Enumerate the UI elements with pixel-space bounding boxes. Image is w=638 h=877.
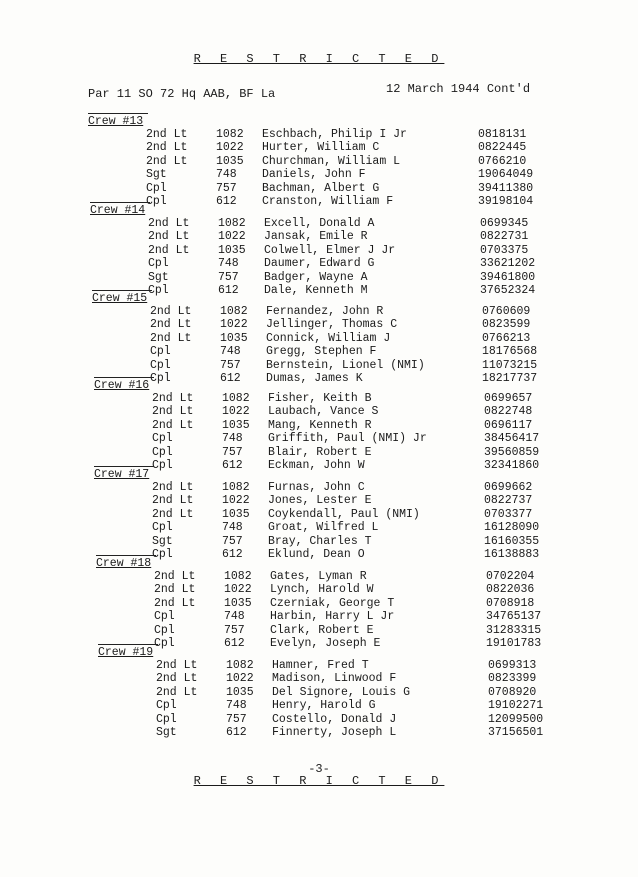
- crew-member-row: [94, 432, 574, 445]
- serial-number-cell: 39560859: [484, 445, 540, 459]
- crew-member-row: [88, 155, 568, 168]
- mos-code-cell: 612: [218, 283, 239, 297]
- member-name-cell: Eckman, John W: [268, 458, 365, 472]
- serial-number-cell: 0822731: [480, 230, 529, 244]
- rank-cell: 2nd Lt: [152, 481, 194, 494]
- crew-member-row: [92, 359, 572, 372]
- member-name-cell: Gregg, Stephen F: [266, 345, 377, 359]
- mos-code-cell: 1035: [218, 243, 246, 257]
- rank-cell: Cpl: [154, 636, 175, 650]
- mos-code-cell: 748: [220, 345, 241, 359]
- member-name-cell: Jansak, Emile R: [264, 230, 368, 244]
- serial-number-cell: 0703375: [480, 243, 529, 257]
- rank-cell: Cpl: [152, 521, 173, 535]
- rank-cell: Sgt: [148, 270, 169, 284]
- member-name-cell: Clark, Robert E: [270, 623, 374, 637]
- rank-cell: Sgt: [146, 168, 167, 182]
- mos-code-cell: 748: [224, 610, 245, 624]
- member-name-cell: Hurter, William C: [262, 141, 380, 155]
- member-name-cell: Dumas, James K: [266, 371, 363, 385]
- crew-member-row: [88, 182, 568, 195]
- serial-number-cell: 0760609: [482, 305, 531, 318]
- serial-number-cell: 39461800: [480, 270, 536, 284]
- serial-number-cell: 0822036: [486, 583, 535, 597]
- mos-code-cell: 1035: [216, 154, 244, 168]
- mos-code-cell: 757: [222, 534, 243, 548]
- serial-number-cell: 18176568: [482, 345, 538, 359]
- member-name-cell: Groat, Wilfred L: [268, 521, 379, 535]
- crew-member-row: [96, 597, 576, 610]
- serial-number-cell: 0766213: [482, 331, 531, 345]
- crew-member-row: [90, 271, 570, 284]
- serial-number-cell: 0699657: [484, 392, 533, 405]
- serial-number-cell: 39198104: [478, 194, 534, 208]
- member-name-cell: Furnas, John C: [268, 481, 365, 494]
- member-name-cell: Daumer, Edward G: [264, 257, 375, 271]
- mos-code-cell: 612: [220, 371, 241, 385]
- member-name-cell: Hamner, Fred T: [272, 659, 369, 672]
- crew-member-row: [96, 624, 576, 637]
- crew-member-row: [94, 494, 574, 507]
- crew-member-row: [94, 446, 574, 459]
- rank-cell: Cpl: [146, 194, 167, 208]
- rank-cell: 2nd Lt: [152, 405, 194, 419]
- member-name-cell: Harbin, Harry L Jr: [270, 610, 395, 624]
- mos-code-cell: 1022: [222, 405, 250, 419]
- serial-number-cell: 0699662: [484, 481, 533, 494]
- rank-cell: 2nd Lt: [150, 318, 192, 332]
- mos-code-cell: 1082: [220, 305, 248, 318]
- member-name-cell: Fernandez, John R: [266, 305, 384, 318]
- rank-cell: Cpl: [152, 445, 173, 459]
- serial-number-cell: 19064049: [478, 168, 534, 182]
- mos-code-cell: 1035: [222, 418, 250, 432]
- mos-code-cell: 1082: [216, 128, 244, 141]
- mos-code-cell: 757: [218, 270, 239, 284]
- serial-number-cell: 37652324: [480, 283, 536, 297]
- rank-cell: Cpl: [148, 257, 169, 271]
- serial-number-cell: 16128090: [484, 521, 540, 535]
- member-name-cell: Jones, Lester E: [268, 494, 372, 508]
- serial-number-cell: 0823599: [482, 318, 531, 332]
- rank-cell: Cpl: [150, 345, 171, 359]
- crew-member-row: [96, 570, 576, 583]
- mos-code-cell: 757: [226, 712, 247, 726]
- mos-code-cell: 612: [224, 636, 245, 650]
- crew-member-row: [90, 244, 570, 257]
- member-name-cell: Churchman, William L: [262, 154, 401, 168]
- rank-cell: Sgt: [152, 534, 173, 548]
- crew-member-row: [94, 481, 574, 494]
- member-name-cell: Cranston, William F: [262, 194, 394, 208]
- member-name-cell: Bray, Charles T: [268, 534, 372, 548]
- rank-cell: 2nd Lt: [152, 392, 194, 405]
- mos-code-cell: 1082: [226, 659, 254, 672]
- mos-code-cell: 612: [222, 547, 243, 561]
- rank-cell: Cpl: [152, 547, 173, 561]
- rank-cell: 2nd Lt: [150, 331, 192, 345]
- member-name-cell: Gates, Lyman R: [270, 570, 367, 583]
- crew-member-row: [90, 217, 570, 230]
- serial-number-cell: 0818131: [478, 128, 527, 141]
- crew-member-row: [94, 535, 574, 548]
- serial-number-cell: 16160355: [484, 534, 540, 548]
- member-name-cell: Henry, Harold G: [272, 699, 376, 713]
- crew-block: [94, 377, 574, 472]
- mos-code-cell: 748: [222, 432, 243, 446]
- member-name-cell: Lynch, Harold W: [270, 583, 374, 597]
- rank-cell: 2nd Lt: [152, 494, 194, 508]
- serial-number-cell: 0699345: [480, 217, 529, 230]
- mos-code-cell: 1022: [216, 141, 244, 155]
- crew-label: Crew #19: [98, 644, 158, 659]
- serial-number-cell: 19102271: [488, 699, 544, 713]
- mos-code-cell: 1022: [220, 318, 248, 332]
- crew-member-row: [90, 230, 570, 243]
- crew-label: Crew #17: [94, 466, 154, 481]
- serial-number-cell: 0702204: [486, 570, 535, 583]
- crew-block: [92, 290, 572, 385]
- mos-code-cell: 612: [222, 458, 243, 472]
- mos-code-cell: 1022: [222, 494, 250, 508]
- crew-member-row: [88, 141, 568, 154]
- crew-member-row: [98, 726, 578, 739]
- member-name-cell: Daniels, John F: [262, 168, 366, 182]
- crew-member-row: [98, 686, 578, 699]
- member-name-cell: Evelyn, Joseph E: [270, 636, 381, 650]
- member-name-cell: Jellinger, Thomas C: [266, 318, 398, 332]
- crew-label: Crew #16: [94, 377, 154, 392]
- serial-number-cell: 33621202: [480, 257, 536, 271]
- serial-number-cell: 0703377: [484, 507, 533, 521]
- crew-block: [94, 466, 574, 561]
- rank-cell: 2nd Lt: [154, 596, 196, 610]
- mos-code-cell: 748: [216, 168, 237, 182]
- crew-member-row: [90, 257, 570, 270]
- mos-code-cell: 1082: [222, 481, 250, 494]
- serial-number-cell: 11073215: [482, 358, 538, 372]
- member-name-cell: Excell, Donald A: [264, 217, 375, 230]
- rank-cell: 2nd Lt: [156, 672, 198, 686]
- mos-code-cell: 748: [218, 257, 239, 271]
- serial-number-cell: 34765137: [486, 610, 542, 624]
- serial-number-cell: 16138883: [484, 547, 540, 561]
- member-name-cell: Dale, Kenneth M: [264, 283, 368, 297]
- crew-member-row: [98, 659, 578, 672]
- member-name-cell: Czerniak, George T: [270, 596, 395, 610]
- mos-code-cell: 1035: [222, 507, 250, 521]
- rank-cell: Cpl: [146, 181, 167, 195]
- rank-cell: 2nd Lt: [150, 305, 192, 318]
- rank-cell: Cpl: [154, 610, 175, 624]
- rank-cell: 2nd Lt: [146, 141, 188, 155]
- rank-cell: 2nd Lt: [146, 128, 188, 141]
- mos-code-cell: 748: [222, 521, 243, 535]
- crew-member-row: [92, 345, 572, 358]
- member-name-cell: Eklund, Dean O: [268, 547, 365, 561]
- rank-cell: Sgt: [156, 725, 177, 739]
- serial-number-cell: 0699313: [488, 659, 537, 672]
- serial-number-cell: 0766210: [478, 154, 527, 168]
- serial-number-cell: 39411380: [478, 181, 534, 195]
- member-name-cell: Bachman, Albert G: [262, 181, 380, 195]
- mos-code-cell: 757: [224, 623, 245, 637]
- crew-member-row: [94, 405, 574, 418]
- rank-cell: 2nd Lt: [154, 570, 196, 583]
- serial-number-cell: 32341860: [484, 458, 540, 472]
- restricted-stamp-bottom: R E S T R I C T E D: [193, 774, 445, 788]
- crew-member-row: [92, 305, 572, 318]
- rank-cell: 2nd Lt: [152, 418, 194, 432]
- serial-number-cell: 19101783: [486, 636, 542, 650]
- mos-code-cell: 757: [222, 445, 243, 459]
- crew-member-row: [88, 168, 568, 181]
- rank-cell: Cpl: [152, 458, 173, 472]
- mos-code-cell: 1022: [218, 230, 246, 244]
- rank-cell: 2nd Lt: [148, 230, 190, 244]
- crew-member-row: [94, 521, 574, 534]
- member-name-cell: Finnerty, Joseph L: [272, 725, 397, 739]
- rank-cell: 2nd Lt: [152, 507, 194, 521]
- serial-number-cell: 0822737: [484, 494, 533, 508]
- rank-cell: 2nd Lt: [148, 217, 190, 230]
- order-reference: Par 11 SO 72 Hq AAB, BF La: [88, 87, 276, 101]
- order-date: 12 March 1944 Cont'd: [386, 82, 531, 96]
- crew-member-row: [92, 332, 572, 345]
- rank-cell: 2nd Lt: [146, 154, 188, 168]
- member-name-cell: Griffith, Paul (NMI) Jr: [268, 432, 427, 446]
- crew-member-row: [96, 583, 576, 596]
- serial-number-cell: 37156501: [488, 725, 544, 739]
- serial-number-cell: 0822748: [484, 405, 533, 419]
- crew-block: [88, 113, 568, 208]
- serial-number-cell: 38456417: [484, 432, 540, 446]
- page-number: -3-: [308, 762, 330, 776]
- serial-number-cell: 31283315: [486, 623, 542, 637]
- serial-number-cell: 18217737: [482, 371, 538, 385]
- rank-cell: 2nd Lt: [156, 659, 198, 672]
- member-name-cell: Blair, Robert E: [268, 445, 372, 459]
- member-name-cell: Del Signore, Louis G: [272, 685, 411, 699]
- mos-code-cell: 757: [216, 181, 237, 195]
- member-name-cell: Coykendall, Paul (NMI): [268, 507, 420, 521]
- member-name-cell: Costello, Donald J: [272, 712, 397, 726]
- crew-member-row: [96, 610, 576, 623]
- rank-cell: Cpl: [148, 283, 169, 297]
- rank-cell: Cpl: [156, 699, 177, 713]
- mos-code-cell: 1082: [224, 570, 252, 583]
- mos-code-cell: 612: [216, 194, 237, 208]
- member-name-cell: Fisher, Keith B: [268, 392, 372, 405]
- rank-cell: Cpl: [156, 712, 177, 726]
- mos-code-cell: 757: [220, 358, 241, 372]
- serial-number-cell: 0822445: [478, 141, 527, 155]
- serial-number-cell: 0823399: [488, 672, 537, 686]
- crew-member-row: [92, 318, 572, 331]
- crew-member-row: [98, 713, 578, 726]
- member-name-cell: Bernstein, Lionel (NMI): [266, 358, 425, 372]
- crew-member-row: [88, 128, 568, 141]
- serial-number-cell: 0696117: [484, 418, 533, 432]
- mos-code-cell: 1035: [220, 331, 248, 345]
- rank-cell: Cpl: [152, 432, 173, 446]
- member-name-cell: Laubach, Vance S: [268, 405, 379, 419]
- crew-label: Crew #15: [92, 290, 152, 305]
- mos-code-cell: 1082: [218, 217, 246, 230]
- mos-code-cell: 612: [226, 725, 247, 739]
- member-name-cell: Eschbach, Philip I Jr: [262, 128, 407, 141]
- crew-member-row: [94, 392, 574, 405]
- rank-cell: Cpl: [150, 358, 171, 372]
- serial-number-cell: 0708918: [486, 596, 535, 610]
- rank-cell: Cpl: [154, 623, 175, 637]
- crew-member-row: [98, 699, 578, 712]
- crew-label: Crew #14: [90, 202, 150, 217]
- restricted-stamp-top: R E S T R I C T E D: [193, 52, 445, 66]
- mos-code-cell: 1022: [224, 583, 252, 597]
- member-name-cell: Connick, William J: [266, 331, 391, 345]
- rank-cell: 2nd Lt: [148, 243, 190, 257]
- serial-number-cell: 0708920: [488, 685, 537, 699]
- serial-number-cell: 12099500: [488, 712, 544, 726]
- crew-block: [96, 555, 576, 650]
- mos-code-cell: 1035: [224, 596, 252, 610]
- crew-label: Crew #18: [96, 555, 156, 570]
- rank-cell: 2nd Lt: [156, 685, 198, 699]
- member-name-cell: Badger, Wayne A: [264, 270, 368, 284]
- rank-cell: Cpl: [150, 371, 171, 385]
- rank-cell: 2nd Lt: [154, 583, 196, 597]
- crew-member-row: [94, 419, 574, 432]
- member-name-cell: Colwell, Elmer J Jr: [264, 243, 396, 257]
- mos-code-cell: 748: [226, 699, 247, 713]
- crew-block: [98, 644, 578, 739]
- mos-code-cell: 1022: [226, 672, 254, 686]
- crew-member-row: [98, 672, 578, 685]
- crew-block: [90, 202, 570, 297]
- member-name-cell: Mang, Kenneth R: [268, 418, 372, 432]
- member-name-cell: Madison, Linwood F: [272, 672, 397, 686]
- crew-member-row: [94, 508, 574, 521]
- mos-code-cell: 1035: [226, 685, 254, 699]
- mos-code-cell: 1082: [222, 392, 250, 405]
- crew-label: Crew #13: [88, 113, 148, 128]
